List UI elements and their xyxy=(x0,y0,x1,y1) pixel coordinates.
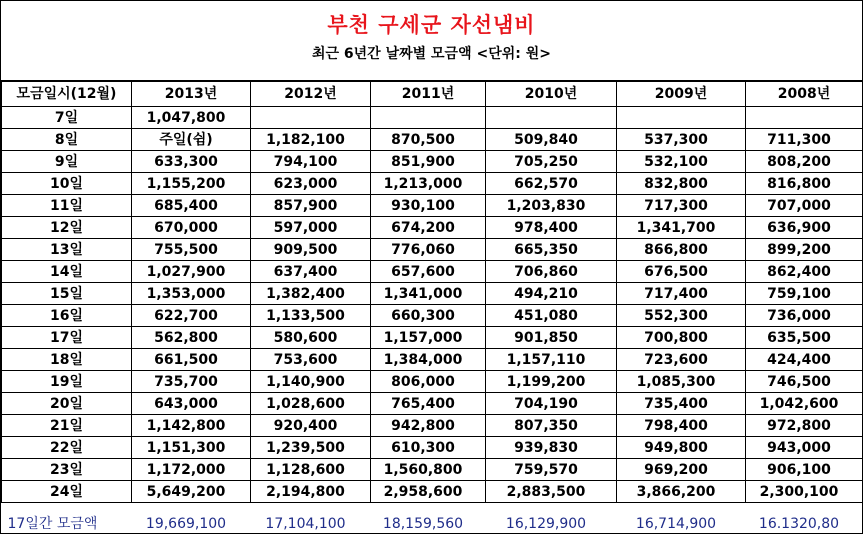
row-date-cell: 23일 xyxy=(2,459,132,481)
row-amount-cell: 759,570 xyxy=(486,459,617,481)
row-amount-cell: 706,860 xyxy=(486,261,617,283)
row-amount-cell: 851,900 xyxy=(371,151,486,173)
row-amount-cell: 2,300,100 xyxy=(746,481,863,503)
row-amount-cell: 807,350 xyxy=(486,415,617,437)
row-amount-cell: 643,000 xyxy=(132,393,251,415)
row-amount-cell: 610,300 xyxy=(371,437,486,459)
row-amount-cell: 661,500 xyxy=(132,349,251,371)
row-amount-cell: 906,100 xyxy=(746,459,863,481)
row-amount-cell: 1,047,800 xyxy=(132,107,251,129)
row-amount-cell: 1,353,000 xyxy=(132,283,251,305)
row-date-cell: 24일 xyxy=(2,481,132,503)
row-amount-cell: 2,883,500 xyxy=(486,481,617,503)
row-amount-cell: 451,080 xyxy=(486,305,617,327)
row-amount-cell: 798,400 xyxy=(617,415,746,437)
row-amount-cell: 562,800 xyxy=(132,327,251,349)
header-2012: 2012년 xyxy=(251,82,371,107)
row-amount-cell: 1,042,600 xyxy=(746,393,863,415)
row-amount-cell: 704,190 xyxy=(486,393,617,415)
row-amount-cell: 494,210 xyxy=(486,283,617,305)
row-amount-cell: 736,000 xyxy=(746,305,863,327)
table-row xyxy=(2,217,863,239)
total-2009: 16,714,900 xyxy=(635,516,717,533)
row-amount-cell: 909,500 xyxy=(251,239,371,261)
row-amount-cell: 711,300 xyxy=(746,129,863,151)
total-row xyxy=(2,503,863,546)
row-amount-cell xyxy=(371,107,486,129)
row-amount-cell: 949,800 xyxy=(617,437,746,459)
row-amount-cell: 755,500 xyxy=(132,239,251,261)
row-amount-cell: 1,085,300 xyxy=(617,371,746,393)
header-2010: 2010년 xyxy=(486,82,617,107)
row-date-cell: 10일 xyxy=(2,173,132,195)
row-date-cell: 11일 xyxy=(2,195,132,217)
row-amount-cell xyxy=(486,107,617,129)
row-amount-cell: 1,155,200 xyxy=(132,173,251,195)
row-amount-cell: 552,300 xyxy=(617,305,746,327)
donation-table xyxy=(1,81,863,546)
table-row xyxy=(2,327,863,349)
row-date-cell: 18일 xyxy=(2,349,132,371)
row-amount-cell: 597,000 xyxy=(251,217,371,239)
row-amount-cell: 776,060 xyxy=(371,239,486,261)
row-date-cell: 9일 xyxy=(2,151,132,173)
table-row xyxy=(2,305,863,327)
table-row xyxy=(2,107,863,129)
row-amount-cell: 939,830 xyxy=(486,437,617,459)
row-amount-cell: 1,172,000 xyxy=(132,459,251,481)
row-amount-cell: 633,300 xyxy=(132,151,251,173)
row-date-cell: 15일 xyxy=(2,283,132,305)
row-amount-cell: 735,400 xyxy=(617,393,746,415)
table-row xyxy=(2,151,863,173)
header-row xyxy=(2,82,863,107)
row-amount-cell xyxy=(617,107,746,129)
table-row xyxy=(2,239,863,261)
total-label: 17일간 모금액 xyxy=(7,516,98,533)
total-2011: 18,159,560 xyxy=(382,516,464,533)
row-amount-cell: 765,400 xyxy=(371,393,486,415)
table-row xyxy=(2,393,863,415)
row-amount-cell xyxy=(251,107,371,129)
row-amount-cell: 857,900 xyxy=(251,195,371,217)
row-date-cell: 14일 xyxy=(2,261,132,283)
table-row xyxy=(2,437,863,459)
page-subtitle: 최근 6년간 날짜별 모금액 <단위: 원> xyxy=(312,46,551,62)
table-row xyxy=(2,129,863,151)
row-amount-cell: 901,850 xyxy=(486,327,617,349)
row-amount-cell xyxy=(746,107,863,129)
row-amount-cell: 676,500 xyxy=(617,261,746,283)
row-amount-cell: 2,194,800 xyxy=(251,481,371,503)
row-date-cell: 20일 xyxy=(2,393,132,415)
row-amount-cell: 862,400 xyxy=(746,261,863,283)
row-amount-cell: 942,800 xyxy=(371,415,486,437)
row-amount-cell: 1,128,600 xyxy=(251,459,371,481)
table-row xyxy=(2,459,863,481)
row-amount-cell: 794,100 xyxy=(251,151,371,173)
row-amount-cell: 759,100 xyxy=(746,283,863,305)
table-row xyxy=(2,415,863,437)
row-amount-cell: 1,157,110 xyxy=(486,349,617,371)
page-title: 부천 구세군 자선냄비 xyxy=(327,13,536,37)
row-amount-cell: 580,600 xyxy=(251,327,371,349)
row-amount-cell: 700,800 xyxy=(617,327,746,349)
row-amount-cell: 899,200 xyxy=(746,239,863,261)
row-amount-cell: 532,100 xyxy=(617,151,746,173)
row-amount-cell: 735,700 xyxy=(132,371,251,393)
row-amount-cell: 685,400 xyxy=(132,195,251,217)
row-amount-cell: 3,866,200 xyxy=(617,481,746,503)
row-date-cell: 12일 xyxy=(2,217,132,239)
row-amount-cell: 1,028,600 xyxy=(251,393,371,415)
row-amount-cell: 705,250 xyxy=(486,151,617,173)
total-2010: 16,129,900 xyxy=(505,516,587,533)
row-amount-cell: 969,200 xyxy=(617,459,746,481)
table-row xyxy=(2,371,863,393)
row-amount-cell: 1,341,700 xyxy=(617,217,746,239)
row-amount-cell: 660,300 xyxy=(371,305,486,327)
row-date-cell: 22일 xyxy=(2,437,132,459)
table-row xyxy=(2,173,863,195)
row-amount-cell: 622,700 xyxy=(132,305,251,327)
row-amount-cell: 920,400 xyxy=(251,415,371,437)
title-area xyxy=(1,1,862,81)
row-amount-cell: 978,400 xyxy=(486,217,617,239)
total-2013: 19,669,100 xyxy=(145,516,227,533)
row-amount-cell: 870,500 xyxy=(371,129,486,151)
table-row xyxy=(2,195,863,217)
row-date-cell: 8일 xyxy=(2,129,132,151)
row-amount-cell: 509,840 xyxy=(486,129,617,151)
row-amount-cell: 1,133,500 xyxy=(251,305,371,327)
header-2009: 2009년 xyxy=(617,82,746,107)
row-amount-cell: 1,140,900 xyxy=(251,371,371,393)
row-amount-cell: 1,560,800 xyxy=(371,459,486,481)
row-amount-cell: 636,900 xyxy=(746,217,863,239)
row-date-cell: 13일 xyxy=(2,239,132,261)
row-amount-cell: 1,203,830 xyxy=(486,195,617,217)
row-amount-cell: 주일(쉼) xyxy=(132,129,251,151)
header-2008: 2008년 xyxy=(746,82,863,107)
row-amount-cell: 930,100 xyxy=(371,195,486,217)
row-amount-cell: 637,400 xyxy=(251,261,371,283)
row-amount-cell: 5,649,200 xyxy=(132,481,251,503)
row-amount-cell: 424,400 xyxy=(746,349,863,371)
row-date-cell: 7일 xyxy=(2,107,132,129)
row-amount-cell: 1,341,000 xyxy=(371,283,486,305)
table-row xyxy=(2,283,863,305)
row-amount-cell: 1,199,200 xyxy=(486,371,617,393)
row-amount-cell: 665,350 xyxy=(486,239,617,261)
table-row xyxy=(2,261,863,283)
row-amount-cell: 707,000 xyxy=(746,195,863,217)
row-amount-cell: 972,800 xyxy=(746,415,863,437)
row-date-cell: 16일 xyxy=(2,305,132,327)
row-amount-cell: 806,000 xyxy=(371,371,486,393)
row-amount-cell: 717,400 xyxy=(617,283,746,305)
row-amount-cell: 674,200 xyxy=(371,217,486,239)
row-amount-cell: 670,000 xyxy=(132,217,251,239)
row-amount-cell: 746,500 xyxy=(746,371,863,393)
row-amount-cell: 662,570 xyxy=(486,173,617,195)
row-date-cell: 21일 xyxy=(2,415,132,437)
row-amount-cell: 1,151,300 xyxy=(132,437,251,459)
row-amount-cell: 635,500 xyxy=(746,327,863,349)
total-2008: 16.1320,80 xyxy=(758,516,840,533)
row-amount-cell: 866,800 xyxy=(617,239,746,261)
table-row xyxy=(2,349,863,371)
header-2013: 2013년 xyxy=(132,82,251,107)
row-amount-cell: 1,384,000 xyxy=(371,349,486,371)
header-2011: 2011년 xyxy=(371,82,486,107)
row-amount-cell: 753,600 xyxy=(251,349,371,371)
row-amount-cell: 717,300 xyxy=(617,195,746,217)
row-amount-cell: 1,142,800 xyxy=(132,415,251,437)
row-amount-cell: 1,027,900 xyxy=(132,261,251,283)
row-amount-cell: 816,800 xyxy=(746,173,863,195)
row-amount-cell: 1,382,400 xyxy=(251,283,371,305)
row-amount-cell: 623,000 xyxy=(251,173,371,195)
total-2012: 17,104,100 xyxy=(265,516,346,533)
row-amount-cell: 2,958,600 xyxy=(371,481,486,503)
row-amount-cell: 1,157,000 xyxy=(371,327,486,349)
row-amount-cell: 808,200 xyxy=(746,151,863,173)
row-amount-cell: 723,600 xyxy=(617,349,746,371)
row-amount-cell: 943,000 xyxy=(746,437,863,459)
row-amount-cell: 657,600 xyxy=(371,261,486,283)
row-amount-cell: 1,239,500 xyxy=(251,437,371,459)
row-date-cell: 17일 xyxy=(2,327,132,349)
row-amount-cell: 1,182,100 xyxy=(251,129,371,151)
table-body xyxy=(2,107,863,503)
header-date: 모금일시(12월) xyxy=(2,82,132,107)
row-amount-cell: 1,213,000 xyxy=(371,173,486,195)
row-date-cell: 19일 xyxy=(2,371,132,393)
table-row xyxy=(2,481,863,503)
row-amount-cell: 537,300 xyxy=(617,129,746,151)
row-amount-cell: 832,800 xyxy=(617,173,746,195)
